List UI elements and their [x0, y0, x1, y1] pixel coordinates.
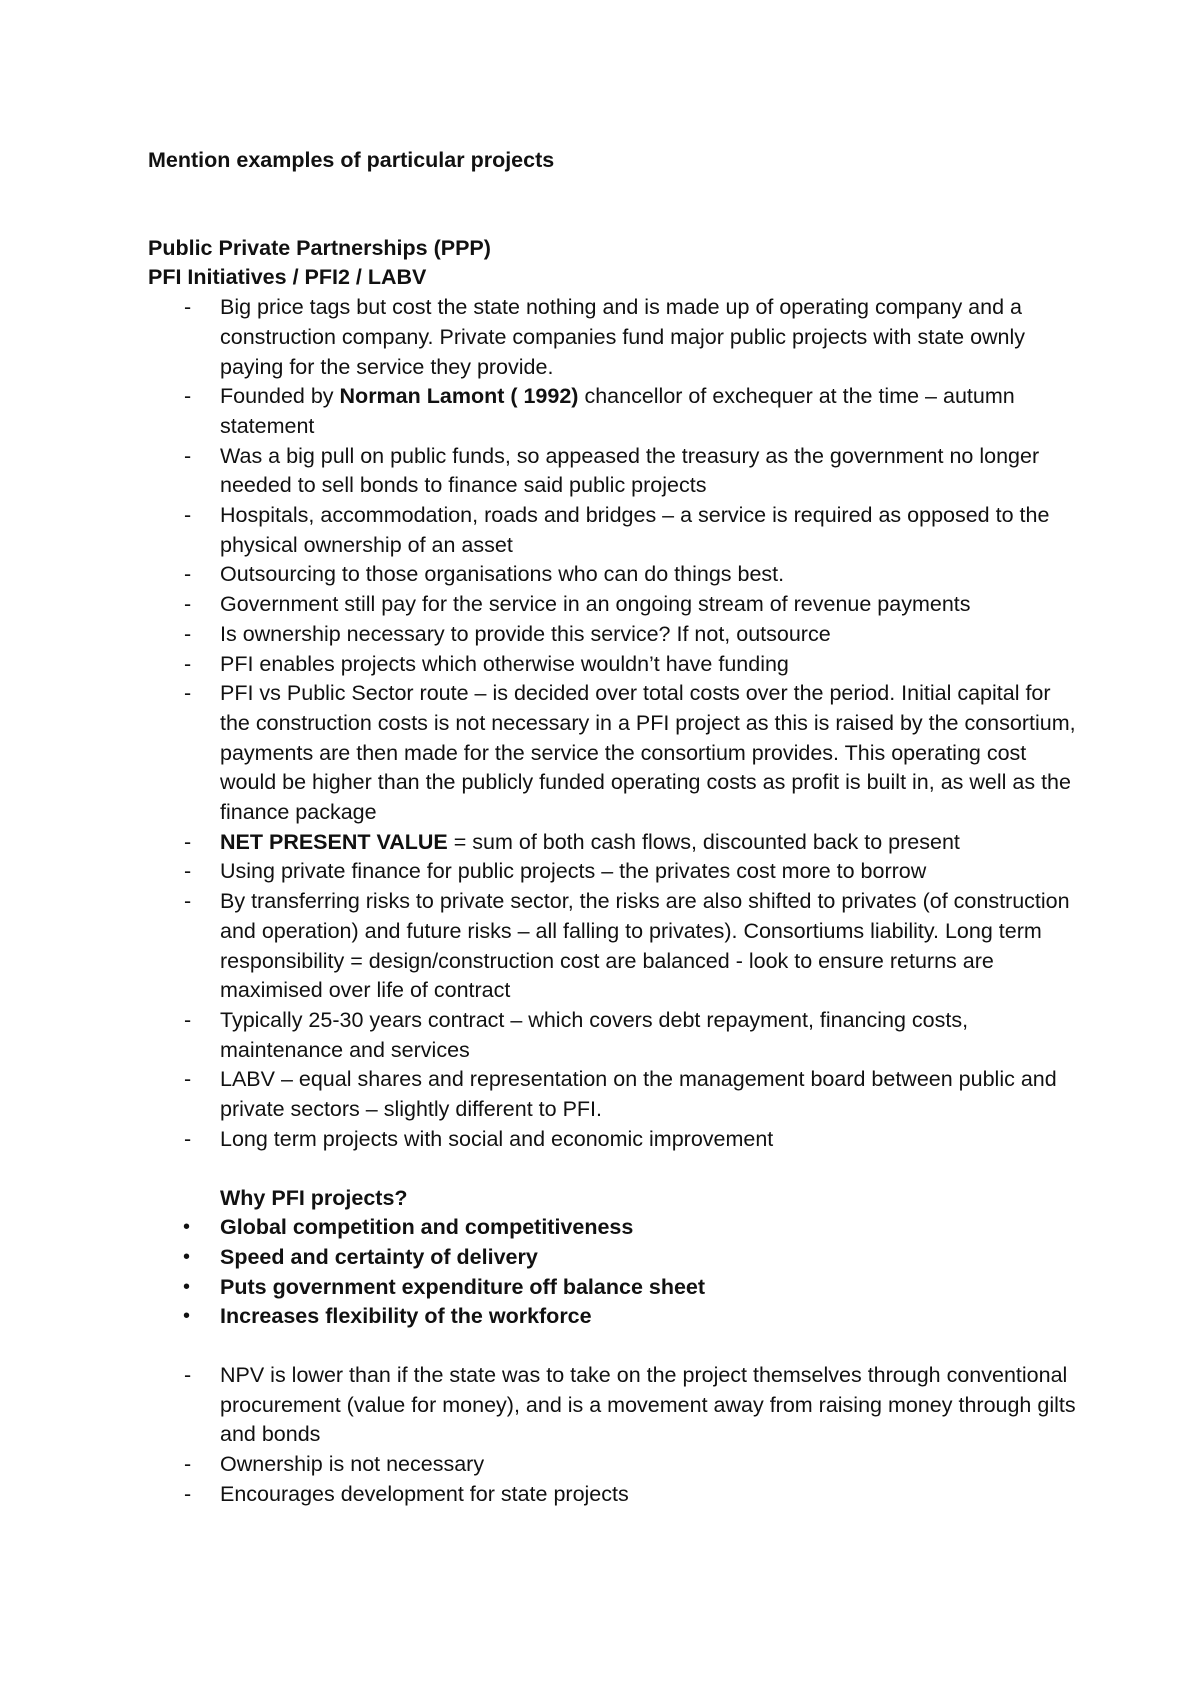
list-marker: •	[183, 1216, 191, 1239]
spacer	[148, 1332, 1078, 1361]
bullet-item-text: Speed and certainty of delivery	[220, 1244, 538, 1269]
list-item	[148, 590, 1078, 620]
list-item-text: Typically 25-30 years contract – which covers debt repayment, financing costs, maintenance and services	[220, 1007, 969, 1062]
bullet-item	[148, 1213, 1078, 1243]
list-item-emphasis: Norman Lamont ( 1992)	[339, 384, 579, 409]
list-item	[148, 1450, 1078, 1480]
document-body	[148, 146, 1078, 1510]
section-heading-pfi: PFI Initiatives / PFI2 / LABV	[148, 265, 427, 290]
list-item	[148, 1006, 1078, 1065]
list-item	[148, 1480, 1078, 1510]
list-item-text: Ownership is not necessary	[220, 1452, 485, 1477]
list-marker: -	[184, 621, 192, 646]
list-item	[148, 442, 1078, 501]
section-heading-ppp: Public Private Partnerships (PPP)	[148, 235, 491, 260]
list-item-text: = sum of both cash flows, discounted back to present	[447, 829, 960, 854]
list-item-text: Government still pay for the service in an ongoing stream of revenue payments	[220, 592, 971, 617]
list-marker: •	[183, 1305, 191, 1328]
bullet-item-text: Puts government expenditure off balance sheet	[220, 1274, 706, 1299]
spacer	[148, 176, 1078, 234]
list-item	[148, 1125, 1078, 1155]
list-marker: -	[184, 1363, 192, 1388]
list-item-emphasis: NET PRESENT VALUE	[220, 829, 448, 854]
list-marker: -	[184, 562, 192, 587]
list-marker: -	[184, 889, 192, 914]
bullet-item-text: Increases flexibility of the workforce	[220, 1304, 592, 1329]
bullet-item	[148, 1273, 1078, 1303]
list-marker: -	[184, 503, 192, 528]
list-item	[148, 382, 1078, 441]
list-item-text: chancellor of exchequer at the time – autumn statement	[220, 384, 1015, 438]
list-item-text: Is ownership necessary to provide this service? If not, outsource	[220, 621, 831, 646]
list-item	[148, 679, 1078, 828]
list-marker: -	[184, 1481, 192, 1506]
list-item-text: LABV – equal shares and representation on the management board between public and private sectors – slightly different to PFI.	[220, 1067, 1057, 1122]
list-item-text: NPV is lower than if the state was to take on the project themselves through conventional procurement (value for money), and is a movement away from raising money through gilts and bonds	[220, 1363, 1076, 1447]
list-item-text: Big price tags but cost the state nothing and is made up of operating company and a construction company. Private companies fund major public projects with state ownly paying for the service they provide.	[220, 295, 1026, 379]
bullet-item-text: Global competition and competitiveness	[220, 1215, 634, 1240]
list-item	[148, 1065, 1078, 1124]
list-item	[148, 828, 1078, 858]
list-item	[148, 501, 1078, 560]
why-pfi-bullets	[148, 1213, 1078, 1332]
list-marker: -	[184, 592, 192, 617]
list-item-text: PFI vs Public Sector route – is decided over total costs over the period. Initial capital for the construction costs is not necessary in a PFI project as this is raised by the consortium, payments are then made for the service the consortium provides. This operating cost would be higher than the publicly funded operating costs as profit is built in, as well as the finance package	[220, 681, 1076, 825]
bullet-item	[148, 1302, 1078, 1332]
list-marker: -	[184, 384, 192, 409]
list-item	[148, 650, 1078, 680]
list-marker: -	[184, 1067, 192, 1092]
list-marker: -	[184, 859, 192, 884]
list-marker: -	[184, 681, 192, 706]
list-item	[148, 620, 1078, 650]
pfi-benefits-list	[148, 1361, 1078, 1510]
list-item-text: By transferring risks to private sector, the risks are also shifted to privates (of construction and operation) and future risks – all falling to privates). Consortiums liability. Long term responsibility = design/construction cost are balanced - look to ensure returns are maximised over life of contract	[220, 889, 1070, 1003]
list-item-text: Long term projects with social and economic improvement	[220, 1126, 774, 1151]
list-item	[148, 887, 1078, 1006]
list-marker: •	[183, 1245, 191, 1268]
list-item-text: Founded by	[220, 384, 340, 409]
list-item-text: Using private finance for public projects – the privates cost more to borrow	[220, 859, 927, 884]
spacer	[148, 1155, 1078, 1184]
list-marker: •	[183, 1275, 191, 1298]
why-pfi-heading: Why PFI projects?	[220, 1185, 408, 1210]
list-marker: -	[184, 651, 192, 676]
list-marker: -	[184, 1126, 192, 1151]
bullet-item	[148, 1243, 1078, 1273]
list-item-text: Hospitals, accommodation, roads and bridges – a service is required as opposed to the physical ownership of an asset	[220, 503, 1050, 557]
list-item-text: Outsourcing to those organisations who can do things best.	[220, 562, 785, 587]
list-item	[148, 857, 1078, 887]
list-marker: -	[184, 1452, 192, 1477]
list-marker: -	[184, 295, 192, 320]
document-title: Mention examples of particular projects	[148, 148, 555, 172]
list-marker: -	[184, 1007, 192, 1032]
list-item	[148, 293, 1078, 382]
list-item	[148, 1361, 1078, 1450]
list-marker: -	[184, 829, 192, 854]
pfi-points-list	[148, 293, 1078, 1154]
list-item	[148, 560, 1078, 590]
list-marker: -	[184, 443, 192, 468]
list-item-text: PFI enables projects which otherwise wouldn’t have funding	[220, 651, 789, 676]
list-item-text: Was a big pull on public funds, so appeased the treasury as the government no longer needed to sell bonds to finance said public projects	[220, 443, 1040, 498]
list-item-text: Encourages development for state projects	[220, 1481, 629, 1506]
